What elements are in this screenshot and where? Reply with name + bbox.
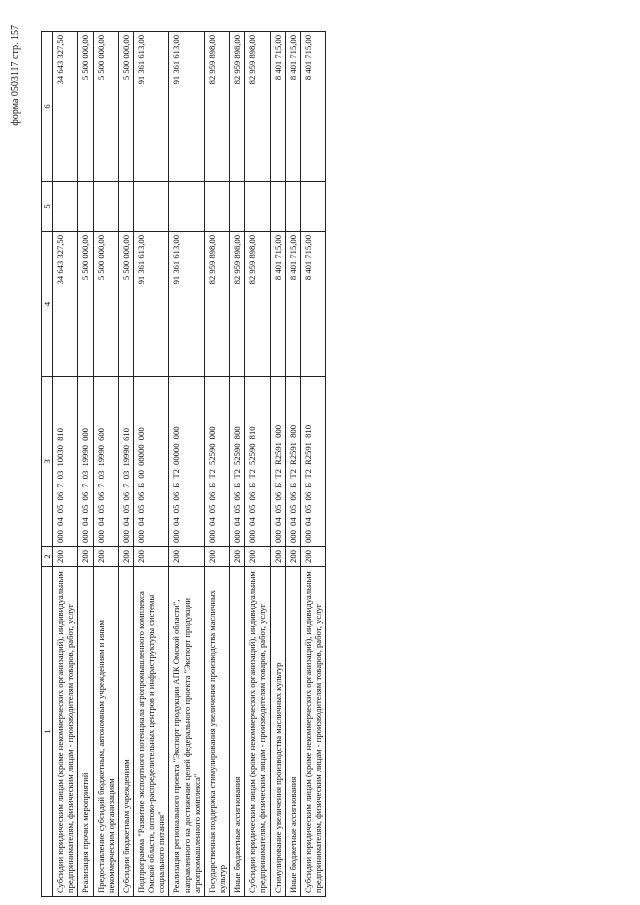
row-line-code-cell: 200 — [133, 547, 168, 567]
row-name-cell: Подпрограмма "Развитие экспортного потенциала агропромышленного комплекса Омской области, оптово-распределительных центров и инфраструктуры системы социального питания" — [133, 567, 168, 897]
row-unexecuted-amount-cell: 82 959 898,00 — [245, 32, 270, 182]
row-approved-amount-cell: 8 401 715,00 — [270, 232, 285, 377]
table-row — [169, 32, 204, 897]
row-budget-code-cell: 000 04 05 06 Б T2 R2591 810 — [300, 377, 325, 547]
row-approved-amount-cell: 8 401 715,00 — [285, 232, 300, 377]
row-line-code-cell: 200 — [169, 547, 204, 567]
column-header-5: 5 — [42, 182, 53, 232]
row-budget-code-cell: 000 04 05 06 Б T2 00000 000 — [169, 377, 204, 547]
form-label: форма 0503117 стр. 157 — [10, 25, 21, 126]
column-header-1: 1 — [42, 567, 53, 897]
row-executed-amount-cell — [204, 182, 229, 232]
row-executed-amount-cell — [169, 182, 204, 232]
row-approved-amount-cell: 5 500 000,00 — [78, 232, 93, 377]
budget-table — [41, 31, 326, 897]
row-approved-amount-cell: 82 959 898,00 — [204, 232, 229, 377]
row-approved-amount-cell: 5 500 000,00 — [93, 232, 118, 377]
row-budget-code-cell: 000 04 05 06 Б 00 00000 000 — [133, 377, 168, 547]
row-name-cell: Государственная поддержка стимулирования увеличения производства масличных культур — [204, 567, 229, 897]
row-line-code-cell: 200 — [78, 547, 93, 567]
row-executed-amount-cell — [78, 182, 93, 232]
row-budget-code-cell: 000 04 05 06 7 03 19990 000 — [78, 377, 93, 547]
row-name-cell: Субсидии юридическим лицам (кроме некоммерческих организаций), индивидуальным предпринимателям, физическим лицам - производителям товаров, работ, услуг — [245, 567, 270, 897]
row-budget-code-cell: 000 04 05 06 7 03 10030 810 — [53, 377, 78, 547]
row-name-cell: Стимулирование увеличения производства масличных культур — [270, 567, 285, 897]
row-executed-amount-cell — [93, 182, 118, 232]
table-row — [230, 32, 245, 897]
row-name-cell: Субсидии юридическим лицам (кроме некоммерческих организаций), индивидуальным предпринимателям, физическим лицам - производителям товаров, работ, услуг — [300, 567, 325, 897]
row-name-cell: Субсидии бюджетным учреждениям — [118, 567, 133, 897]
row-executed-amount-cell — [230, 182, 245, 232]
column-header-6: 6 — [42, 32, 53, 182]
table-row — [78, 32, 93, 897]
row-executed-amount-cell — [285, 182, 300, 232]
row-unexecuted-amount-cell: 8 401 715,00 — [285, 32, 300, 182]
table-row — [118, 32, 133, 897]
row-budget-code-cell: 000 04 05 06 Б T2 R2591 000 — [270, 377, 285, 547]
table-row — [245, 32, 270, 897]
row-line-code-cell: 200 — [230, 547, 245, 567]
table-row — [204, 32, 229, 897]
row-executed-amount-cell — [245, 182, 270, 232]
row-unexecuted-amount-cell: 91 361 613,00 — [169, 32, 204, 182]
row-budget-code-cell: 000 04 05 06 Б T2 R2591 800 — [285, 377, 300, 547]
table-row — [133, 32, 168, 897]
row-executed-amount-cell — [118, 182, 133, 232]
column-header-4: 4 — [42, 232, 53, 377]
row-executed-amount-cell — [133, 182, 168, 232]
row-executed-amount-cell — [53, 182, 78, 232]
row-budget-code-cell: 000 04 05 06 7 03 19990 610 — [118, 377, 133, 547]
row-approved-amount-cell: 82 959 898,00 — [230, 232, 245, 377]
row-approved-amount-cell: 91 361 613,00 — [133, 232, 168, 377]
row-unexecuted-amount-cell: 5 500 000,00 — [93, 32, 118, 182]
table-row — [300, 32, 325, 897]
row-name-cell: Иные бюджетные ассигнования — [285, 567, 300, 897]
row-name-cell: Реализация регионального проекта "Экспорт продукции АПК Омской области", направленного на достижение целей федерального проекта "Экспорт продукции агропромышленного комплекса" — [169, 567, 204, 897]
row-budget-code-cell: 000 04 05 06 Б T2 52590 810 — [245, 377, 270, 547]
row-unexecuted-amount-cell: 34 643 327,50 — [53, 32, 78, 182]
row-approved-amount-cell: 34 643 327,50 — [53, 232, 78, 377]
row-budget-code-cell: 000 04 05 06 Б T2 52590 800 — [230, 377, 245, 547]
row-name-cell: Реализация прочих мероприятий — [78, 567, 93, 897]
table-row — [285, 32, 300, 897]
row-unexecuted-amount-cell: 5 500 000,00 — [78, 32, 93, 182]
row-approved-amount-cell: 8 401 715,00 — [300, 232, 325, 377]
row-line-code-cell: 200 — [285, 547, 300, 567]
row-name-cell: Субсидии юридическим лицам (кроме некоммерческих организаций), индивидуальным предпринимателям, физическим лицам - производителям товаров, работ, услуг — [53, 567, 78, 897]
row-unexecuted-amount-cell: 5 500 000,00 — [118, 32, 133, 182]
row-unexecuted-amount-cell: 8 401 715,00 — [300, 32, 325, 182]
row-line-code-cell: 200 — [300, 547, 325, 567]
row-line-code-cell: 200 — [245, 547, 270, 567]
row-line-code-cell: 200 — [270, 547, 285, 567]
row-approved-amount-cell: 82 959 898,00 — [245, 232, 270, 377]
table-row — [270, 32, 285, 897]
header-row — [42, 32, 53, 897]
row-unexecuted-amount-cell: 91 361 613,00 — [133, 32, 168, 182]
row-budget-code-cell: 000 04 05 06 Б T2 52590 000 — [204, 377, 229, 547]
row-unexecuted-amount-cell: 8 401 715,00 — [270, 32, 285, 182]
row-budget-code-cell: 000 04 05 06 7 03 19990 600 — [93, 377, 118, 547]
row-line-code-cell: 200 — [118, 547, 133, 567]
row-executed-amount-cell — [270, 182, 285, 232]
row-name-cell: Предоставление субсидий бюджетным, автономным учреждениям и иным некоммерческим организациям — [93, 567, 118, 897]
table-row — [93, 32, 118, 897]
row-executed-amount-cell — [300, 182, 325, 232]
row-line-code-cell: 200 — [93, 547, 118, 567]
row-approved-amount-cell: 91 361 613,00 — [169, 232, 204, 377]
row-approved-amount-cell: 5 500 000,00 — [118, 232, 133, 377]
row-unexecuted-amount-cell: 82 959 898,00 — [230, 32, 245, 182]
row-name-cell: Иные бюджетные ассигнования — [230, 567, 245, 897]
table-row — [53, 32, 78, 897]
row-line-code-cell: 200 — [53, 547, 78, 567]
column-header-3: 3 — [42, 377, 53, 547]
column-header-2: 2 — [42, 547, 53, 567]
row-line-code-cell: 200 — [204, 547, 229, 567]
row-unexecuted-amount-cell: 82 959 898,00 — [204, 32, 229, 182]
